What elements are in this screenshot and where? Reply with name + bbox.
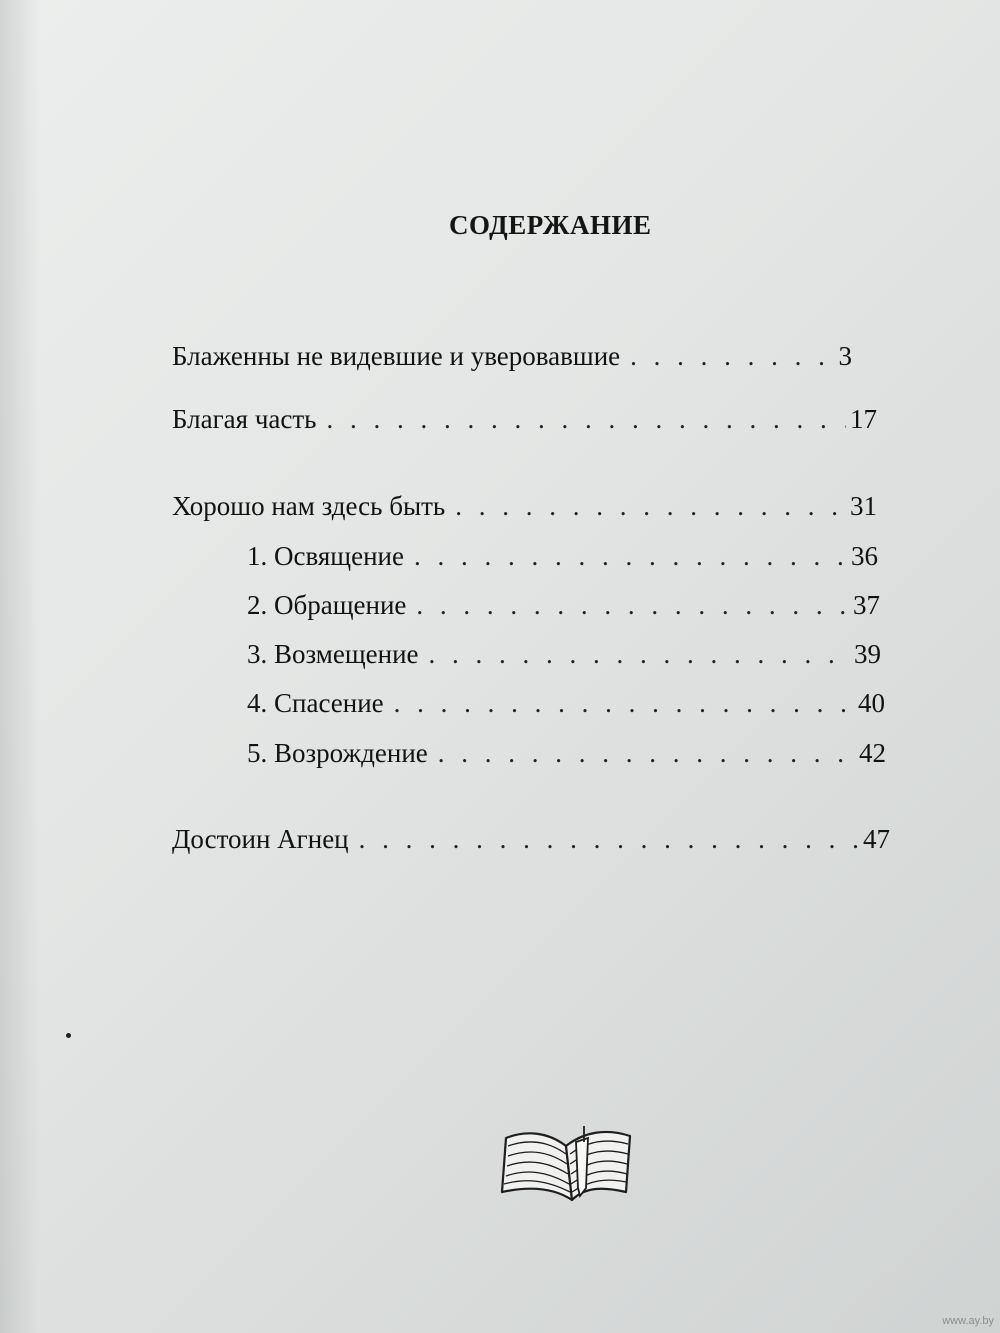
leader-dots	[414, 543, 847, 570]
toc-entry	[172, 343, 852, 370]
open-book-icon	[496, 1112, 636, 1208]
leader-dots	[429, 641, 850, 668]
toc-entry-page: 36	[851, 541, 878, 571]
leader-dots	[416, 592, 849, 619]
toc-entry-label: 2. Обращение	[247, 590, 407, 620]
toc-entry-label: Блаженны не видевшие и уверовавшие	[172, 341, 621, 371]
toc-subentry	[247, 641, 881, 668]
toc-entry-page: 39	[854, 639, 881, 669]
toc-entry-page: 47	[863, 824, 890, 854]
toc-entry-label: 5. Возрождение	[247, 738, 428, 768]
print-speck	[66, 1033, 71, 1038]
toc-subentry	[247, 592, 880, 619]
leader-dots	[394, 690, 854, 717]
toc-entry-page: 40	[858, 688, 885, 718]
toc-entry-label: 1. Освящение	[247, 541, 404, 571]
toc-subentry	[247, 690, 885, 717]
leader-dots	[630, 343, 834, 370]
toc-title: СОДЕРЖАНИЕ	[449, 210, 652, 240]
toc-entry-page: 31	[850, 491, 877, 521]
toc-entry-label: Достоин Агнец	[172, 824, 349, 854]
toc-entry-label: 3. Возмещение	[247, 639, 419, 669]
toc-entry-label: Хорошо нам здесь быть	[172, 491, 446, 521]
toc-subentry	[247, 740, 886, 767]
leader-dots	[438, 740, 855, 767]
watermark: www.ay.by	[942, 1315, 994, 1327]
page-shadow	[0, 0, 40, 1333]
leader-dots	[327, 406, 847, 433]
toc-entry-page: 17	[850, 404, 877, 434]
toc-entry	[172, 493, 877, 520]
toc-entry-page: 42	[859, 738, 886, 768]
toc-entry-page: 37	[853, 590, 880, 620]
toc-entry	[172, 826, 890, 853]
leader-dots	[359, 826, 859, 853]
toc-entry-label: 4. Спасение	[247, 688, 384, 718]
leader-dots	[455, 493, 846, 520]
toc-entry-label: Благая часть	[172, 404, 317, 434]
toc-entry	[172, 406, 877, 433]
toc-entry-page: 3	[838, 341, 852, 371]
toc-subentry	[247, 543, 878, 570]
